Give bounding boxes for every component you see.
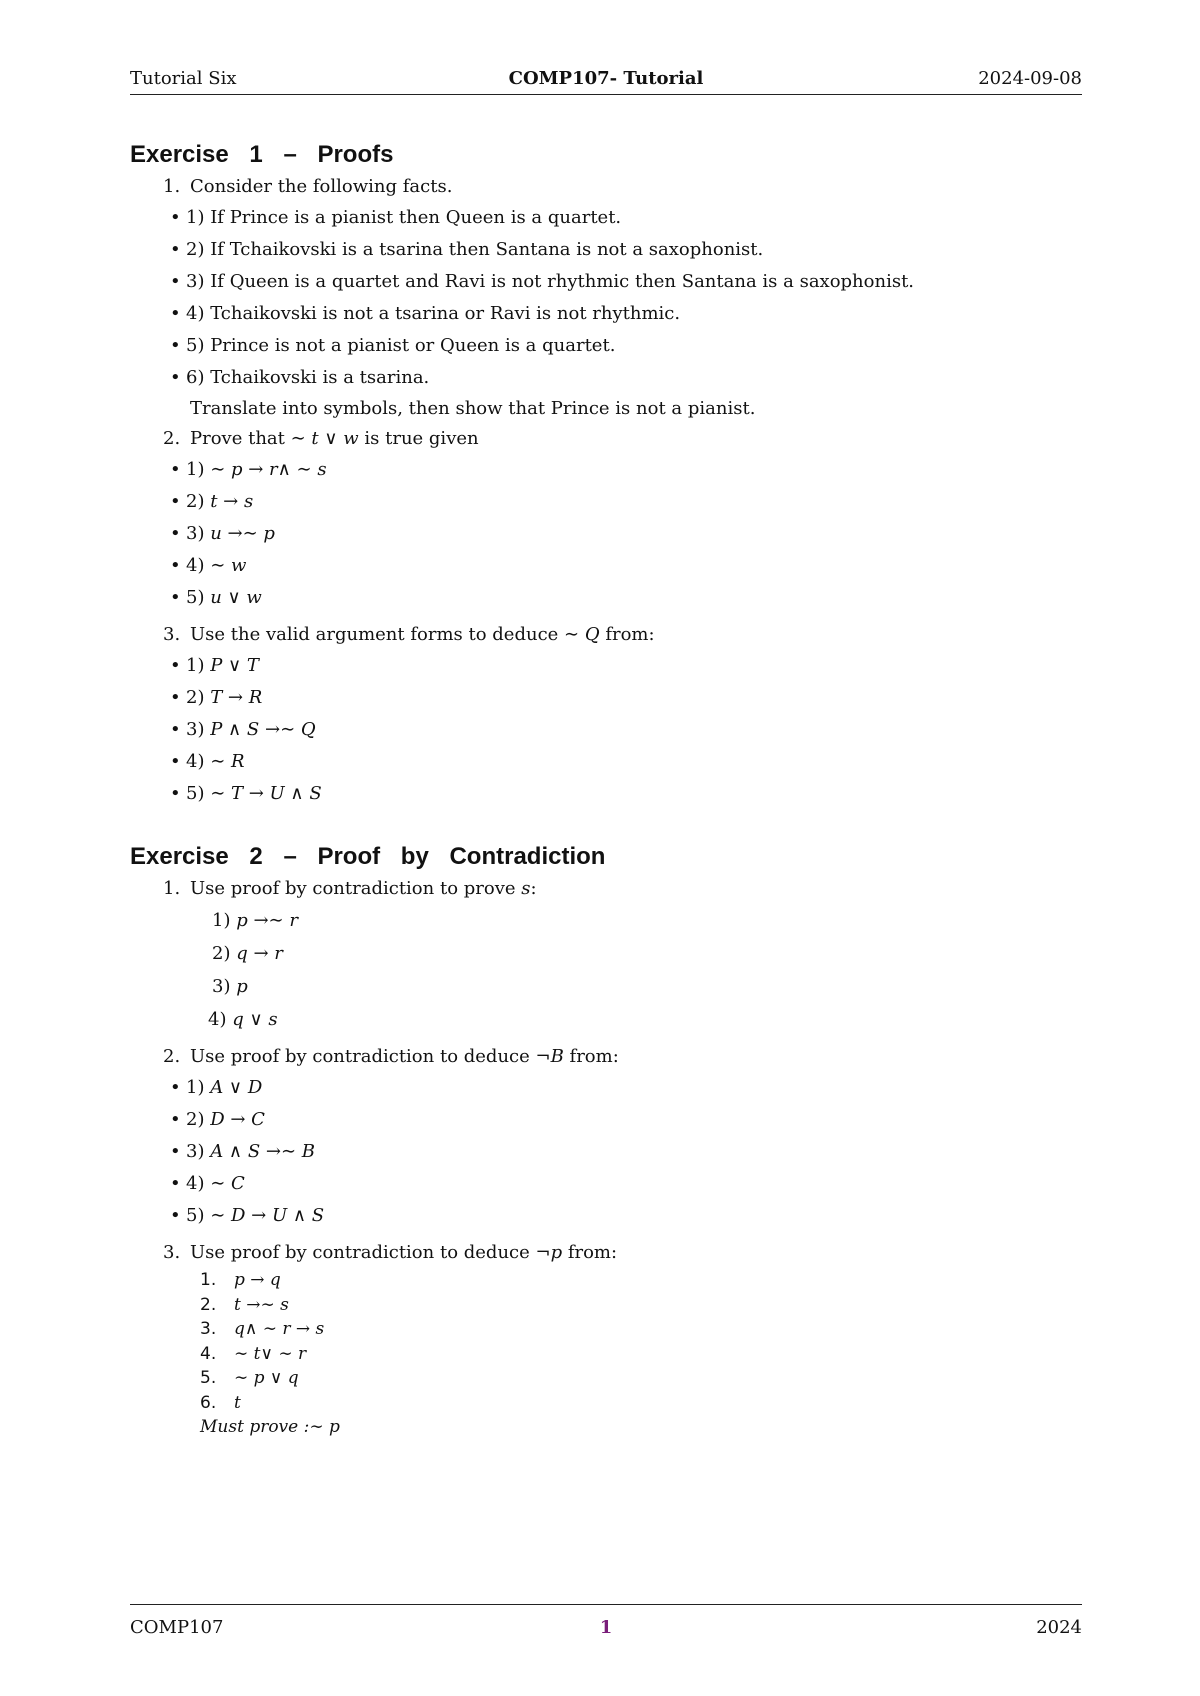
list-item: • 4) ∼ C — [170, 1173, 245, 1194]
question-intro: Use proof by contradiction to prove s: — [190, 878, 537, 899]
question-number: 2. — [163, 428, 181, 449]
list-item: • 4) ∼ w — [170, 555, 247, 576]
header-left: Tutorial Six — [130, 68, 237, 89]
question-intro: Use the valid argument forms to deduce ∼ Q from: — [190, 624, 655, 645]
footer-year: 2024 — [1036, 1617, 1082, 1638]
list-item: • 3) u →∼ p — [170, 523, 275, 544]
list-item: • 4) ∼ R — [170, 751, 245, 772]
list-item: • 5) ∼ T → U ∧ S — [170, 783, 322, 804]
ex1-question-1 — [130, 172, 1082, 202]
page-number: 1 — [599, 1617, 613, 1638]
list-item: 3) p — [212, 976, 248, 997]
list-item: • 1) P ∨ T — [170, 655, 259, 676]
ex1-q1-facts — [130, 202, 1082, 394]
question-intro: Consider the following facts. — [190, 176, 453, 197]
ex1-q2-premises — [130, 454, 1082, 614]
list-item: 3. q∧ ∼ r → s — [200, 1319, 325, 1339]
question-intro: Use proof by contradiction to deduce ¬p from: — [190, 1242, 618, 1263]
list-item: • 2) D → C — [170, 1109, 265, 1130]
list-item: • 1) If Prince is a pianist then Queen is a quartet. — [170, 207, 622, 228]
list-item: • 1) ∼ p → r∧ ∼ s — [170, 459, 327, 480]
footer-course: COMP107 — [130, 1617, 224, 1638]
document-body — [130, 138, 1082, 1440]
list-item: • 5) u ∨ w — [170, 587, 262, 608]
list-item: • 3) A ∧ S →∼ B — [170, 1141, 315, 1162]
question-number: 3. — [163, 1242, 181, 1263]
question-number: 2. — [163, 1046, 181, 1067]
list-item: • 1) A ∨ D — [170, 1077, 263, 1098]
list-item: 6. t — [200, 1392, 241, 1413]
ex1-q3-premises — [130, 650, 1082, 810]
ex2-q2-premises — [130, 1072, 1082, 1232]
list-item: • 5) ∼ D → U ∧ S — [170, 1205, 325, 1226]
ex1-question-2 — [130, 424, 1082, 454]
ex2-question-3 — [130, 1238, 1082, 1268]
list-item: 2. t →∼ s — [200, 1294, 289, 1315]
page-header — [130, 66, 1082, 95]
ex2-question-2 — [130, 1042, 1082, 1072]
list-item: • 2) t → s — [170, 491, 254, 512]
ex2-q3-premises — [130, 1268, 1082, 1440]
question-intro: Use proof by contradiction to deduce ¬B from: — [190, 1046, 619, 1067]
list-item: • 3) P ∧ S →∼ Q — [170, 719, 316, 740]
question-intro: Prove that ∼ t ∨ w is true given — [190, 428, 479, 449]
ex2-q1-premises — [130, 904, 1082, 1036]
list-item: • 3) If Queen is a quartet and Ravi is not rhythmic then Santana is a saxophonist. — [170, 271, 915, 292]
list-item: 2) q → r — [212, 943, 283, 964]
ex1-question-3 — [130, 620, 1082, 650]
list-item: 4. ∼ t∨ ∼ r — [200, 1343, 307, 1364]
list-item: • 5) Prince is not a pianist or Queen is a quartet. — [170, 335, 616, 356]
list-item: 5. ∼ p ∨ q — [200, 1368, 299, 1388]
question-number: 1. — [163, 176, 181, 197]
conclusion: Must prove :∼ p — [200, 1417, 340, 1437]
question-number: 3. — [163, 624, 181, 645]
list-item: 1. p → q — [200, 1270, 281, 1290]
header-title: COMP107- Tutorial — [508, 68, 704, 89]
list-item: • 2) T → R — [170, 687, 263, 708]
list-item: • 6) Tchaikovski is a tsarina. — [170, 367, 430, 388]
exercise-2-title: Exercise 2 – Proof by Contradiction — [130, 843, 606, 870]
list-item: 1) p →∼ r — [212, 910, 298, 931]
list-item: 4) q ∨ s — [208, 1009, 278, 1030]
question-number: 1. — [163, 878, 181, 899]
page-footer — [130, 1604, 1082, 1641]
header-date: 2024-09-08 — [978, 68, 1082, 89]
ex2-question-1 — [130, 874, 1082, 904]
ex1-q1-task: Translate into symbols, then show that Prince is not a pianist. — [190, 398, 756, 419]
list-item: • 2) If Tchaikovski is a tsarina then Santana is not a saxophonist. — [170, 239, 764, 260]
list-item: • 4) Tchaikovski is not a tsarina or Ravi is not rhythmic. — [170, 303, 681, 324]
exercise-1-title: Exercise 1 – Proofs — [130, 141, 394, 168]
